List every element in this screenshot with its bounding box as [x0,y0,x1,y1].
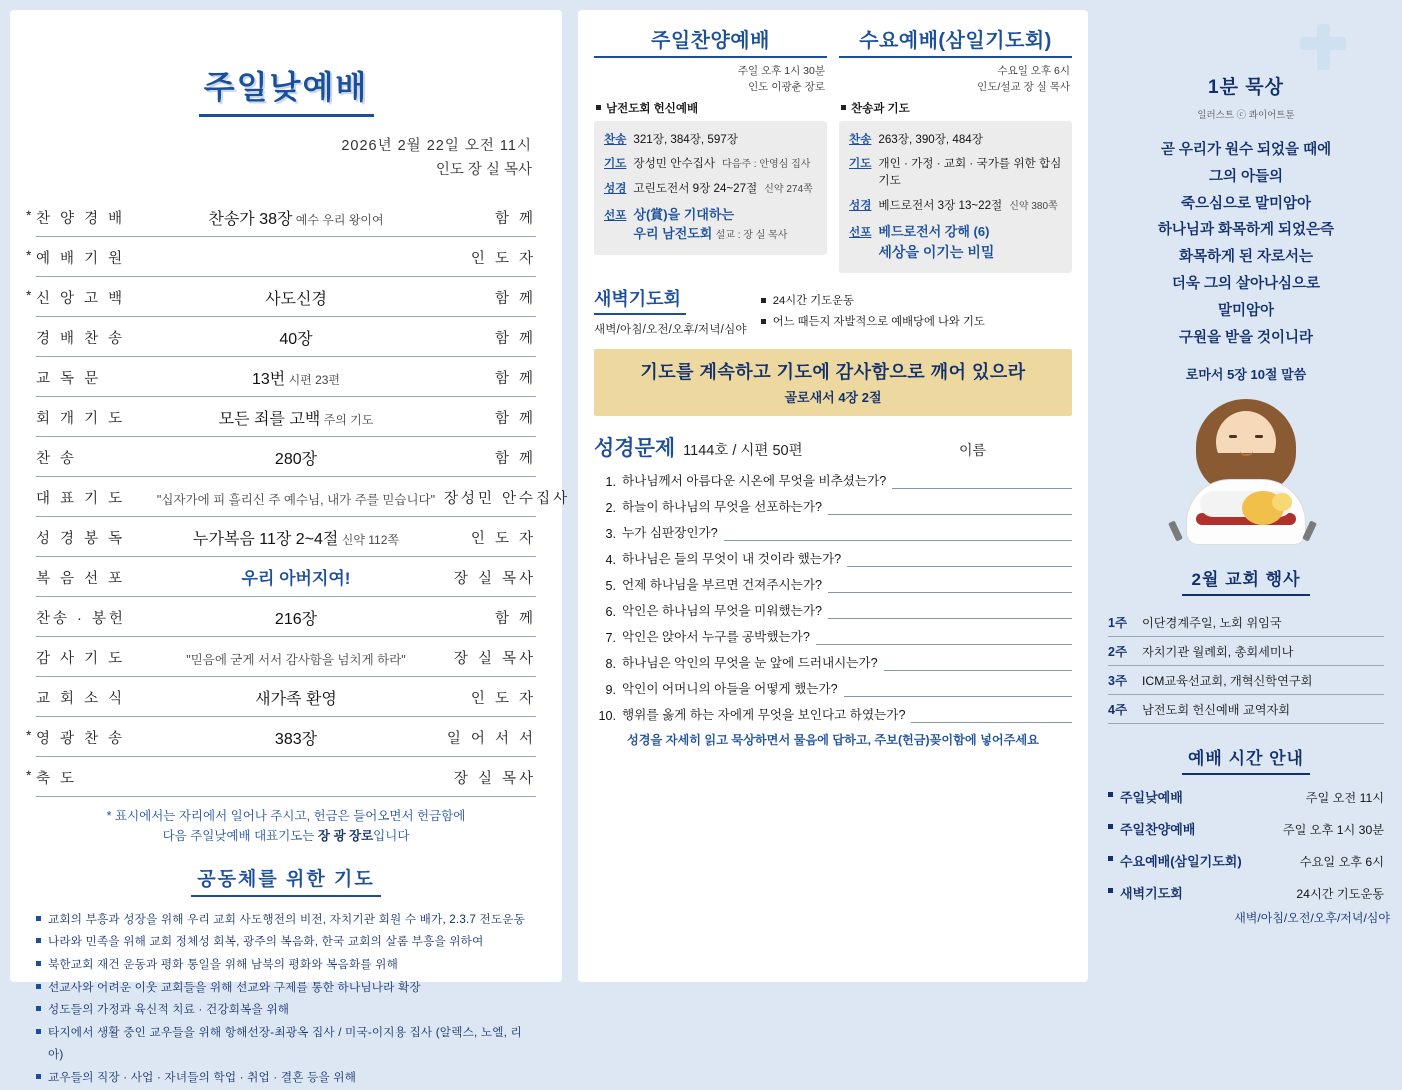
service-time-value: 주일 오전 11시 [1305,790,1384,805]
order-row [36,757,536,797]
quiz-answer-line[interactable] [828,578,1072,593]
quiz-row [594,470,1072,489]
quiz-answer-line[interactable] [847,552,1072,567]
meditation-verse-line: 곧 우리가 원수 되었을 때에 [1160,142,1332,158]
event-row [1108,608,1384,637]
quiz-question: 행위를 옳게 하는 자에게 무엇을 보인다고 하였는가? [622,708,906,723]
quiz-answer-line[interactable] [911,708,1072,723]
bible-quiz-footer: 성경을 자세히 읽고 묵상하면서 물음에 답하고, 주보(헌금)꽂이함에 넣어주세요 [627,733,1039,748]
order-item-content: 찬송가 38장 예수 우리 왕이여 [208,210,384,228]
community-prayer-item: 교회의 부흥과 성장을 위해 우리 교회 사도행전의 비전, 자치기관 회원 수 배가, 2.3.7 전도운동 [48,909,536,932]
quiz-answer-line[interactable] [892,474,1072,489]
praise-proclaim-body [633,206,787,244]
page-title: 주일낮예배 [203,69,369,105]
community-prayer-item: 타지에서 생활 중인 교우들을 위해 항해선장-최광옥 집사 / 미국-이지용 집사 (알렉스, 노엘, 리아) [48,1022,536,1067]
quiz-question: 하나님께서 아름다운 시온에 무엇을 비추셨는가? [622,474,887,489]
monthly-events-underline [1182,594,1310,596]
praise-row-sub: 신약 274쪽 [764,184,813,196]
weekly-verse-text: 기도를 계속하고 기도에 감사함으로 깨어 있으라 [640,362,1026,383]
order-item-performer: 함 께 [494,370,536,387]
order-item-content [148,269,444,276]
wed-sermon-line1: 베드로전서 강해 (6) [878,223,990,239]
wednesday-underline [839,56,1072,58]
order-row [36,717,536,757]
quiz-row [594,548,1072,567]
event-week: 4주 [1108,702,1128,717]
order-row [36,677,536,717]
wed-row-text: 263장, 390장, 484장 [878,132,983,146]
praise-row [602,128,819,153]
quiz-answer-line[interactable] [884,656,1072,671]
sunday-praise-column [594,24,827,273]
order-row [36,237,536,277]
wednesday-time: 수요일 오후 6시 [997,65,1070,77]
quiz-number: 8. [605,657,616,672]
wed-proclaim-label: 선포 [849,225,872,239]
community-prayer-title: 공동체를 위한 기도 [197,868,375,890]
service-time-name: 수요예배(삼일기도회) [1108,851,1242,870]
weekly-verse-banner [594,349,1072,416]
order-item-name: 감 사 기 도 [36,650,126,667]
praise-row [602,152,819,177]
order-row [36,557,536,597]
order-item-name: 대 표 기 도 [36,490,126,507]
order-item-performer: 함 께 [494,330,536,347]
quiz-row [594,496,1072,515]
praise-sermon-line2: 우리 남전도회 [633,225,713,241]
illustration-nail-left [1168,520,1183,541]
order-item-performer: 함 께 [494,410,536,427]
wed-row-label: 기도 [849,157,872,171]
event-text: 자치기관 월례회, 총회세미나 [1142,644,1294,659]
order-item-content: 40장 [279,330,313,348]
order-item-content: 사도신경 [265,290,327,308]
event-text: 이단경계주일, 노회 위임국 [1142,615,1282,630]
wed-row [847,128,1064,153]
order-row [36,397,536,437]
order-item-name: 찬 송 [36,450,78,467]
order-item-name: 교 회 소 식 [36,690,126,707]
quiz-number: 6. [605,605,616,620]
community-prayer-item: 교우들의 직장 · 사업 · 자녀들의 학업 · 취업 · 결혼 등을 위해 [48,1067,536,1090]
quiz-number: 2. [605,501,616,516]
order-item-content: 우리 아버지여! [241,568,351,588]
illustration-eye-right [1255,435,1263,438]
meditation-verse-line: 그의 아들의 [1208,168,1284,185]
event-text: 남전도회 헌신예배 교역자회 [1142,702,1291,717]
sunday-praise-leader: 인도 이광춘 장로 [748,80,825,93]
wednesday-lead: 찬송과 기도 [841,100,1072,116]
bible-quiz-header [594,432,1072,462]
praise-row-sub: 다음주 : 안영심 집사 [722,159,811,171]
order-row [36,597,536,637]
order-item-performer: 인 도 자 [470,530,536,547]
event-week: 3주 [1108,673,1128,688]
order-row [36,197,536,237]
meditation-verse-line: 화목하게 된 자로서는 [1178,249,1314,266]
wed-row-text: 개인 · 가정 · 교회 · 국가를 위한 합심기도 [878,157,1062,188]
quiz-question: 악인은 앉아서 누구를 공박했는가? [622,630,810,645]
order-footnote [10,806,562,846]
quiz-row [594,574,1072,593]
quiz-number: 10. [598,709,616,724]
quiz-number: 4. [605,553,616,568]
event-text: ICM교육선교회, 개혁신학연구회 [1142,673,1313,688]
order-item-name: * 영 광 찬 송 [36,727,148,756]
wednesday-service-column [839,24,1072,273]
quiz-row [594,522,1072,541]
service-times-underline [1182,773,1310,775]
order-item-content: 새가족 환영 [255,690,337,708]
event-row [1108,637,1384,666]
order-item-content [148,490,444,516]
mid-inner [578,10,1088,748]
wed-proclaim-row [847,219,1064,267]
wednesday-meta [839,64,1070,96]
quiz-question: 하나님은 악인의 무엇을 눈 앞에 드러내시는가? [622,656,878,671]
order-item-name: * 축 도 [36,767,148,796]
sunday-praise-title-text: 주일찬양예배 [651,30,770,52]
monthly-events-title: 2월 교회 행사 [1191,569,1301,589]
dawn-prayer-section [594,285,1072,337]
illustration-credit: 일러스트 ⓒ 콰이어트툰 [1197,110,1295,121]
quiz-answer-line[interactable] [724,526,1072,541]
order-row [36,277,536,317]
wednesday-box [839,121,1072,274]
dawn-note: 어느 때든지 자발적으로 예배당에 나와 기도 [761,312,985,333]
footnote-line-2 [10,826,562,846]
dawn-prayer-left [594,285,747,337]
quiz-question: 언제 하나님을 부르면 건져주시는가? [622,578,822,593]
order-item-performer: 장 실 목사 [453,770,536,787]
event-row [1108,666,1384,695]
order-item-name: 경 배 찬 송 [36,330,126,347]
wed-row-label: 찬송 [849,132,872,146]
illustration-lamb-head [1272,493,1292,511]
praise-row-label: 성경 [604,182,627,196]
quiz-row [594,704,1072,723]
quiz-question: 하나님은 들의 무엇이 내 것이라 했는가? [622,552,842,567]
order-item-content: 280장 [274,450,318,468]
order-row [36,437,536,477]
order-row [36,517,536,557]
wed-row [847,152,1064,194]
footnote-line-2a: 다음 주일낮예배 대표기도는 [162,828,318,843]
quiz-answer-line[interactable] [828,500,1072,515]
service-times-title: 예배 시간 안내 [1188,748,1304,768]
right-column [1098,10,1394,982]
praise-row-text: 고린도전서 9장 24~27절 [633,182,758,196]
quiz-number: 1. [605,475,616,490]
quiz-answer-line[interactable] [816,630,1072,645]
footnote-line-2c: 입니다 [373,828,410,843]
praise-sermon-line1: 상(賞)을 기대하는 [633,206,735,222]
praise-proclaim-row [602,202,819,248]
order-item-name: 성 경 봉 독 [36,530,126,547]
order-row [36,637,536,677]
quiz-number: 3. [605,527,616,542]
order-item-performer: 일 어 서 서 [446,730,536,747]
sunday-praise-box [594,121,827,255]
quiz-number: 5. [605,579,616,594]
community-prayer-item: 성도들의 가정과 육신적 치료 · 건강회복을 위해 [48,999,536,1022]
quiz-question: 악인은 하나님의 무엇을 미워했는가? [622,604,822,619]
service-times-sub: 새벽/아침/오전/오후/저녁/심야 [1234,910,1390,925]
service-datetime-block [10,135,562,183]
order-item-performer: 장성민 안수집사 [444,490,571,507]
dawn-note: 24시간 기도운동 [761,291,985,312]
order-item-performer: 인 도 자 [470,250,536,267]
service-time-value: 24시간 기도운동 [1296,886,1384,901]
order-of-worship-list [10,197,571,797]
order-item-performer: 함 께 [494,610,536,627]
service-time-name: 주일낮예배 [1108,787,1183,806]
weekly-services-panel [578,10,1088,982]
order-item-name: * 찬 양 경 배 [36,207,148,236]
order-item-content [148,789,444,796]
meditation-verse-line: 말미암아 [1217,302,1275,319]
quiz-question: 누가 심판장인가? [622,526,718,541]
order-item-performer: 장 실 목사 [453,650,536,667]
order-item-performer: 함 께 [494,450,536,467]
dawn-prayer-notes [761,285,985,333]
praise-sermon-preacher: 설교 : 장 실 목사 [715,229,788,241]
wed-sermon-line2: 세상을 이기는 비밀 [878,243,995,260]
dawn-prayer-schedule: 새벽/아침/오전/오후/저녁/심야 [594,324,747,337]
illustration-eye-left [1229,435,1237,438]
event-row [1108,695,1384,724]
order-item-performer: 인 도 자 [470,690,536,707]
service-datetime: 2026년 2월 22일 오전 11시 [341,138,532,154]
quiz-question: 하늘이 하나님의 무엇을 선포하는가? [622,500,822,515]
order-item-name: 회 개 기 도 [36,410,126,427]
order-item-performer: 함 께 [494,210,536,227]
quiz-answer-line[interactable] [844,682,1072,697]
bible-quiz-list [594,470,1072,723]
quiz-row [594,600,1072,619]
service-time-row [1108,819,1384,838]
event-week: 1주 [1108,615,1128,630]
quiz-answer-line[interactable] [828,604,1072,619]
cross-icon [1300,24,1346,70]
praise-row-label: 찬송 [604,132,627,146]
wed-row-label: 성경 [849,198,872,212]
sunday-praise-title [594,24,827,58]
service-time-row [1108,851,1384,870]
quiz-number: 7. [605,631,616,646]
order-item-subtext: 예수 우리 왕이여 [292,212,384,227]
praise-row-text: 장성민 안수집사 [633,157,716,171]
service-time-name: 새벽기도회 [1108,883,1183,902]
sunday-service-panel [10,10,571,1084]
illustration-mouth [1240,451,1253,456]
jesus-with-lamb-illustration [1156,395,1336,545]
order-item-content: 모든 죄를 고백 주의 기도 [218,410,374,428]
service-time-row [1108,883,1384,902]
order-item-name: 찬송 · 봉헌 [36,610,126,627]
order-item-performer: 장 실 목사 [453,570,536,587]
two-service-columns [594,24,1072,273]
wed-row-text: 베드로전서 3장 13~22절 [878,198,1003,212]
service-time-value: 수요일 오후 6시 [1299,854,1384,869]
order-item-name: 복 음 선 포 [36,570,126,587]
meditation-verse-ref: 로마서 5장 10절 말씀 [1185,366,1307,382]
wednesday-title-text: 수요예배(삼일기도회) [859,30,1052,52]
quiz-question: 악인이 어머니의 아들을 어떻게 했는가? [622,682,838,697]
order-row [36,477,571,517]
footnote-elder: 장 광 장로 [317,828,374,843]
sunday-praise-meta [594,64,825,96]
praise-proclaim-label: 선포 [604,208,627,222]
community-prayer-item: 나라와 민족을 위해 교회 정체성 회복, 광주의 복음화, 한국 교회의 살롬 부흥을 위하여 [48,931,536,954]
order-item-name: * 예 배 기 원 [36,247,148,276]
title-underline [199,114,374,117]
order-item-content: 13번 시편 23편 [251,370,341,388]
meditation-verse-line: 죽으심으로 말미암아 [1180,195,1312,212]
quiz-row [594,678,1072,697]
event-week: 2주 [1108,644,1128,659]
footnote-line-1: * 표시에서는 자리에서 일어나 주시고, 헌금은 들어오면서 헌금함에 [106,808,466,823]
dawn-prayer-title: 새벽기도회 [594,289,681,310]
service-leader: 인도 장 실 목사 [435,161,532,178]
order-item-performer: 함 께 [494,290,536,307]
community-title-underline [191,895,381,897]
community-prayer-item: 선교사와 어려운 이웃 교회들을 위해 선교와 구제를 통한 하나님나라 확장 [48,977,536,1000]
meditation-title: 1분 묵상 [1208,77,1284,98]
order-item-quote: "십자가에 피 흘리신 주 예수님, 내가 주를 믿습니다" [156,492,436,507]
bible-quiz-issue: 1144호 / 시편 50편 [683,443,803,460]
monthly-events-list [1098,608,1394,724]
order-item-content [148,650,444,676]
bible-quiz-name-label: 이름 [958,442,986,459]
sunday-praise-underline [594,56,827,58]
order-item-name: * 신 앙 고 백 [36,287,148,316]
wednesday-title [839,24,1072,58]
wed-proclaim-body [878,223,994,263]
sunday-praise-time: 주일 오후 1시 30분 [737,65,825,77]
wed-row-sub: 신약 380쪽 [1009,200,1058,212]
meditation-verse-line: 구원을 받을 것이니라 [1178,329,1314,346]
wed-row [847,194,1064,219]
order-item-content: 383장 [274,730,318,748]
order-row [36,357,536,397]
praise-row-text: 321장, 384장, 597장 [633,132,738,146]
praise-row [602,177,819,202]
order-row [36,317,536,357]
order-item-subtext: 신약 112쪽 [338,532,399,547]
wednesday-leader: 인도/설교 장 실 목사 [977,80,1070,93]
service-times-list [1098,787,1394,902]
quiz-row [594,652,1072,671]
service-time-row [1108,787,1384,806]
meditation-verse [1098,137,1394,352]
order-item-content: 216장 [274,610,318,628]
community-prayer-item: 북한교회 재건 운동과 평화 통일을 위해 남북의 평화와 복음화를 위해 [48,954,536,977]
community-prayer-list [10,909,562,1090]
quiz-row [594,626,1072,645]
meditation-verse-line: 하나님과 화목하게 되었은즉 [1157,222,1335,239]
sunday-praise-lead: 남전도회 헌신예배 [596,100,827,116]
meditation-verse-line: 더욱 그의 살아나심으로 [1171,276,1321,293]
praise-row-label: 기도 [604,157,627,171]
bible-quiz-title: 성경문제 [594,437,676,461]
service-time-value: 주일 오후 1시 30분 [1282,822,1384,837]
quiz-number: 9. [605,683,616,698]
order-item-content: 누가복음 11장 2~4절 신약 112쪽 [193,530,399,548]
dawn-title-underline [594,313,686,315]
service-time-name: 주일찬양예배 [1108,819,1195,838]
weekly-verse-ref: 골로새서 4장 2절 [784,390,882,406]
order-item-quote: "믿음에 굳게 서서 감사함을 넘치게 하라" [186,652,406,667]
order-item-subtext: 시편 23편 [285,372,341,387]
order-item-name: 교 독 문 [36,370,102,387]
order-item-subtext: 주의 기도 [320,412,374,427]
